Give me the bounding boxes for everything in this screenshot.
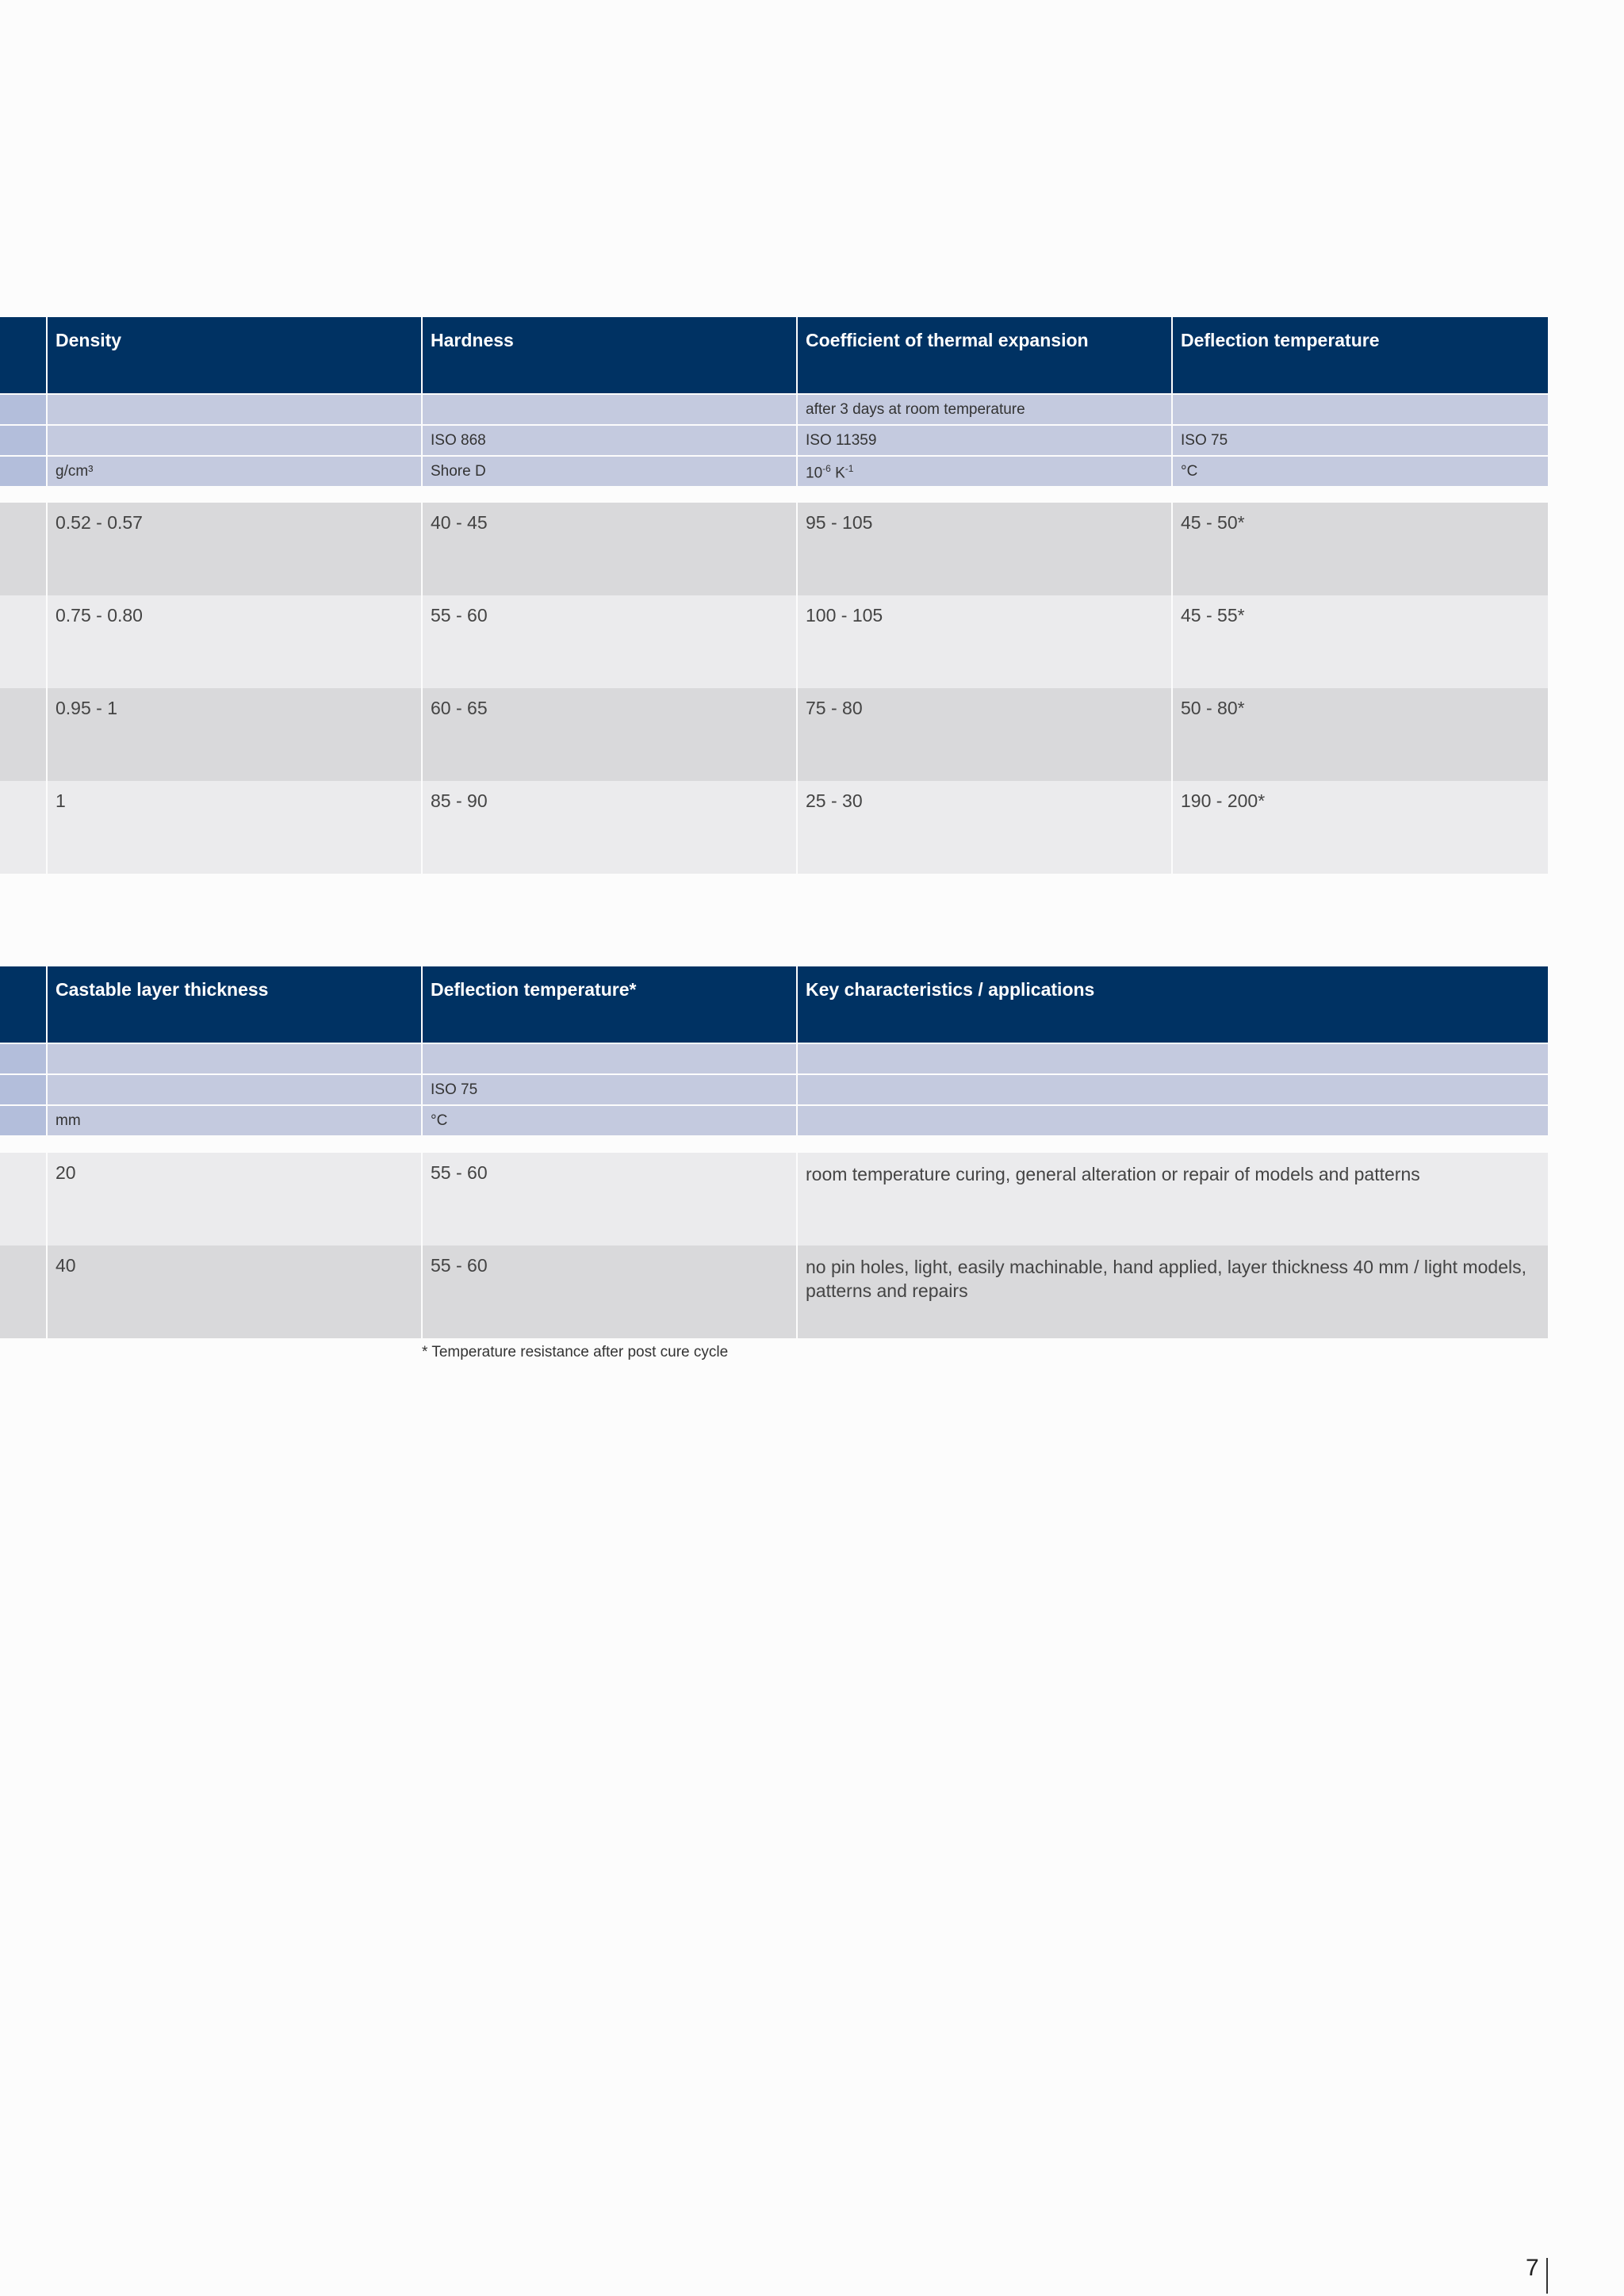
row-stub — [0, 1246, 46, 1338]
standard-cell: ISO 11359 — [798, 426, 1171, 455]
unit-cell: $10^{-6}$ $K^{-1}$ — [798, 457, 1171, 486]
row-stub — [0, 426, 46, 455]
row-stub — [0, 1075, 46, 1104]
condition-cell — [48, 395, 421, 424]
page-number: 7 — [1526, 2255, 1539, 2281]
header-density: Density — [48, 317, 421, 393]
header-deflection-temperature: Deflection temperature* — [423, 966, 796, 1043]
deflection-value: 55 - 60 — [423, 1246, 796, 1338]
condition-cell: after 3 days at room temperature — [798, 395, 1171, 424]
header-thermal-expansion: Coefficient of thermal expansion — [798, 317, 1171, 393]
row-stub — [0, 781, 46, 874]
density-value: 0.95 - 1 — [48, 688, 421, 781]
expansion-value: 100 - 105 — [798, 595, 1171, 688]
thickness-value: 20 — [48, 1153, 421, 1246]
unit-cell: °C — [423, 1106, 796, 1135]
condition-cell — [423, 395, 796, 424]
header-deflection-temperature: Deflection temperature — [1173, 317, 1548, 393]
deflection-value: 45 - 50* — [1173, 503, 1548, 595]
hardness-value: 40 - 45 — [423, 503, 796, 595]
hardness-value: 85 - 90 — [423, 781, 796, 874]
page-number-divider — [1546, 2258, 1548, 2294]
row-stub — [0, 317, 46, 393]
deflection-value: 55 - 60 — [423, 1153, 796, 1246]
condition-cell — [48, 1044, 421, 1073]
deflection-value: 190 - 200* — [1173, 781, 1548, 874]
standard-cell — [48, 1075, 421, 1104]
row-stub — [0, 595, 46, 688]
thickness-value: 40 — [48, 1246, 421, 1338]
standard-cell: ISO 868 — [423, 426, 796, 455]
density-value: 0.52 - 0.57 — [48, 503, 421, 595]
unit-cell — [798, 1106, 1548, 1135]
standard-cell: ISO 75 — [1173, 426, 1548, 455]
header-key-characteristics: Key characteristics / applications — [798, 966, 1548, 1043]
row-stub — [0, 1044, 46, 1073]
density-value: 1 — [48, 781, 421, 874]
hardness-value: 55 - 60 — [423, 595, 796, 688]
row-stub — [0, 457, 46, 486]
unit-cell: mm — [48, 1106, 421, 1135]
unit-cell: g/cm³ — [48, 457, 421, 486]
expansion-value: 95 - 105 — [798, 503, 1171, 595]
condition-cell — [423, 1044, 796, 1073]
standard-cell — [798, 1075, 1548, 1104]
row-stub — [0, 395, 46, 424]
hardness-value: 60 - 65 — [423, 688, 796, 781]
condition-cell — [1173, 395, 1548, 424]
deflection-value: 50 - 80* — [1173, 688, 1548, 781]
characteristics-value: room temperature curing, general alteration or repair of models and patterns — [798, 1153, 1548, 1246]
unit-cell: Shore D — [423, 457, 796, 486]
header-castable-layer-thickness: Castable layer thickness — [48, 966, 421, 1043]
expansion-value: 75 - 80 — [798, 688, 1171, 781]
deflection-value: 45 - 55* — [1173, 595, 1548, 688]
expansion-value: 25 - 30 — [798, 781, 1171, 874]
condition-cell — [798, 1044, 1548, 1073]
row-stub — [0, 1106, 46, 1135]
standard-cell — [48, 426, 421, 455]
standard-cell: ISO 75 — [423, 1075, 796, 1104]
unit-cell: °C — [1173, 457, 1548, 486]
characteristics-value: no pin holes, light, easily machinable, hand applied, layer thickness 40 mm / light models, patterns and repairs — [798, 1246, 1548, 1338]
footnote: * Temperature resistance after post cure cycle — [422, 1344, 729, 1360]
density-value: 0.75 - 0.80 — [48, 595, 421, 688]
header-hardness: Hardness — [423, 317, 796, 393]
row-stub — [0, 503, 46, 595]
row-stub — [0, 688, 46, 781]
row-stub — [0, 966, 46, 1043]
row-stub — [0, 1153, 46, 1246]
